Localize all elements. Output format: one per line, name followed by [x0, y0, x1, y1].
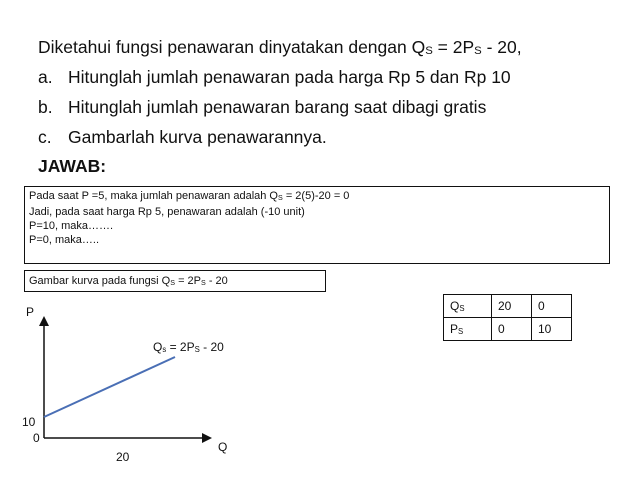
graph-title-text: Gambar kurva pada fungsi Q [29, 275, 171, 287]
origin-label: 0 [33, 431, 40, 445]
answer-line-1-suffix: = 2(5)-20 = 0 [282, 190, 350, 202]
intro-sub-s1: S [425, 45, 433, 57]
answer-heading: JAWAB: [38, 156, 107, 176]
list-text: Gambarlah kurva penawarannya. [68, 127, 327, 147]
list-letter: a. [38, 67, 53, 87]
graph-title-sub2: S [201, 279, 206, 287]
y-tick-label: 10 [22, 415, 36, 429]
curve-label [153, 340, 224, 354]
intro-sub-s2: S [474, 45, 482, 57]
list-letter: b. [38, 97, 53, 117]
curve-label-q: Q [153, 340, 163, 354]
answer-line-1-text: Pada saat P =5, maka jumlah penawaran adalah Q [29, 190, 278, 202]
x-tick-label: 20 [116, 450, 130, 464]
curve-label-mid: = 2P [166, 340, 195, 354]
answer-line-1-sub: S [278, 194, 283, 202]
header-sub: S [458, 327, 464, 336]
intro-text: Diketahui fungsi penawaran dinyatakan dengan Q [38, 37, 426, 57]
x-axis-label: Q [218, 440, 228, 454]
graph-title-suffix: - 20 [205, 275, 228, 287]
answer-line-3: P=10, maka……. [29, 220, 114, 232]
intro-suffix: - 20, [481, 37, 522, 57]
table-cell: 0 [492, 318, 532, 341]
table-cell: 10 [532, 318, 572, 341]
header-sub: S [459, 304, 465, 313]
list-text: Hitunglah jumlah penawaran barang saat dibagi gratis [68, 97, 487, 117]
header-letter: P [450, 322, 459, 336]
curve-label-sub1: s [162, 345, 167, 354]
header-letter: Q [450, 299, 460, 313]
curve-label-suffix: - 20 [199, 340, 224, 354]
intro-mid: = 2P [432, 37, 475, 57]
table-cell: 20 [492, 295, 532, 318]
table-cell: 0 [532, 295, 572, 318]
y-axis-label: P [26, 305, 35, 319]
list-letter: c. [38, 127, 52, 147]
supply-curve-line [44, 357, 175, 417]
answer-line-4: P=0, maka….. [29, 234, 100, 246]
curve-label-sub2: S [194, 345, 200, 354]
answer-line-2: Jadi, pada saat harga Rp 5, penawaran adalah (-10 unit) [29, 206, 305, 218]
list-text: Hitunglah jumlah penawaran pada harga Rp 5 dan Rp 10 [68, 67, 511, 87]
graph-title-mid: = 2P [175, 275, 202, 287]
graph-title-sub1: S [170, 279, 176, 287]
